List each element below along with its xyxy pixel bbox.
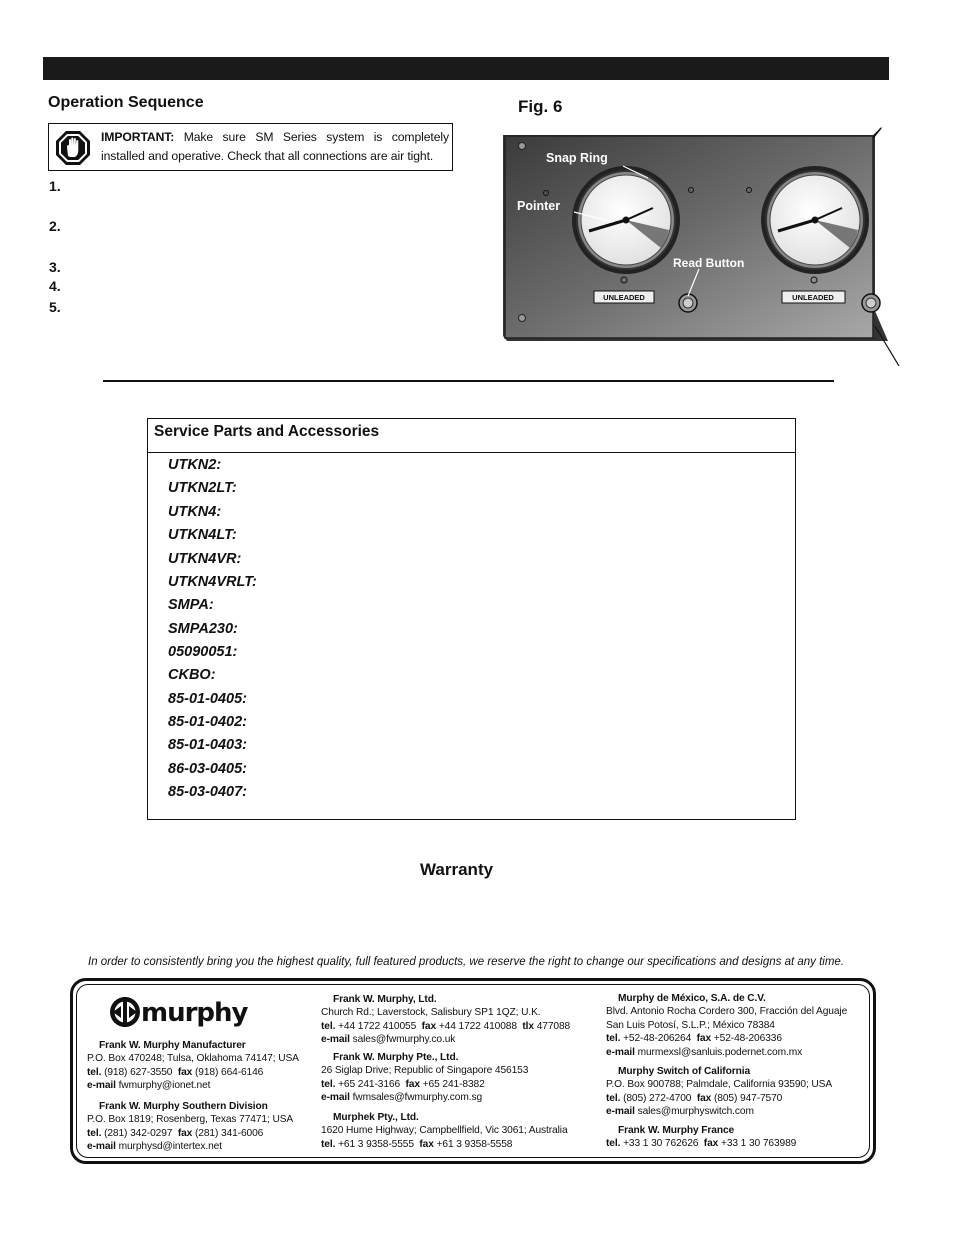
fax: (805) 947-7570 (713, 1092, 783, 1104)
part-number: 85-01-0402: (168, 714, 247, 730)
service-parts-box (147, 418, 796, 820)
phone: (805) 272-4700 (623, 1092, 692, 1104)
part-number: UTKN2LT: (168, 480, 237, 496)
email: fwmurphy@ionet.net (118, 1080, 211, 1092)
murphy-logo (109, 991, 251, 1033)
tel-label: tel. (87, 1127, 102, 1139)
phone: (281) 342-0297 (104, 1127, 173, 1139)
part-number: 05090051: (168, 644, 238, 660)
email: sales@fwmurphy.co.uk (352, 1034, 456, 1046)
tel-label: tel. (321, 1138, 336, 1150)
office-name: Murphy de México, S.A. de C.V. (618, 993, 766, 1004)
email-label: e-mail (87, 1141, 116, 1153)
office-address: 1620 Hume Highway; Campbellfield, Vic 3061; Australia (321, 1125, 568, 1137)
service-parts-title: Service Parts and Accessories (154, 423, 380, 440)
tel-label: tel. (606, 1033, 621, 1045)
fax: +65 241-8382 (422, 1078, 485, 1090)
fax-label: fax (421, 1020, 437, 1032)
email: sales@murphyswitch.com (637, 1106, 754, 1118)
gauge-label: UNLEADED (792, 293, 834, 302)
phone: +52-48-206264 (623, 1033, 692, 1045)
phone: +65 241-3166 (338, 1078, 401, 1090)
warranty-heading: Warranty (420, 860, 494, 879)
fax: (281) 341-6006 (194, 1127, 264, 1139)
important-notice (48, 123, 453, 171)
fax-label: fax (696, 1033, 712, 1045)
stop-hand-icon (55, 130, 91, 166)
step-number: 1. (49, 178, 61, 194)
address-block (321, 1111, 568, 1151)
part-number: UTKN4: (168, 504, 222, 520)
important-text (101, 128, 449, 166)
callout-pointer: Pointer (517, 199, 561, 213)
address-block (606, 1124, 796, 1151)
section-divider (103, 380, 834, 382)
address-block (606, 992, 847, 1059)
part-number: UTKN4LT: (168, 527, 237, 543)
fax-label: fax (419, 1138, 434, 1150)
office-name: Murphy Switch of California (618, 1066, 751, 1077)
step-number: 3. (49, 259, 61, 275)
tel-label: tel. (87, 1066, 102, 1078)
important-body: Make sure SM Series system is completely installed and operative. Check that all connections are air tight. (101, 130, 449, 163)
phone: +33 1 30 762626 (623, 1138, 699, 1150)
email-label: e-mail (606, 1046, 635, 1058)
phone: +44 1722 410055 (338, 1020, 417, 1032)
footer-contacts (70, 978, 876, 1164)
step-number: 2. (49, 218, 61, 234)
email-label: e-mail (87, 1080, 116, 1092)
fax-label: fax (177, 1127, 193, 1139)
email: murphysd@intertex.net (118, 1141, 222, 1153)
fax: +33 1 30 763989 (720, 1138, 797, 1150)
office-address: P.O. Box 470248; Tulsa, Oklahoma 74147; USA (87, 1053, 299, 1065)
part-number: SMPA230: (168, 621, 238, 637)
fax: +44 1722 410088 (438, 1020, 517, 1032)
email: murmexsl@sanluis.podernet.com.mx (637, 1046, 803, 1058)
figure-label: Fig. 6 (518, 97, 563, 116)
disclaimer-text: In order to consistently bring you the highest quality, full featured products, we reserve the right to change our specifications and designs at any time. (88, 956, 845, 968)
fax: +61 3 9358-5558 (436, 1138, 513, 1150)
callout-read-button: Read Button (673, 256, 745, 270)
office-name: Frank W. Murphy Manufacturer (99, 1040, 246, 1051)
part-number: CKBO: (168, 667, 216, 683)
phone: (918) 627-3550 (104, 1066, 173, 1078)
office-address: San Luis Potosí, S.L.P.; México 78384 (606, 1019, 775, 1031)
email-label: e-mail (321, 1092, 350, 1104)
fax-label: fax (405, 1078, 420, 1090)
part-number: UTKN4VR: (168, 551, 242, 567)
fax-label: fax (703, 1138, 719, 1150)
step-number: 5. (49, 299, 61, 315)
address-block (321, 993, 570, 1047)
office-address: Blvd. Antonio Rocha Cordero 300, Fracción del Aguaje (606, 1006, 848, 1018)
tel-label: tel. (606, 1092, 621, 1104)
office-name: Frank W. Murphy Southern Division (99, 1101, 268, 1112)
address-block (87, 1039, 299, 1093)
callout-snap-ring: Snap Ring (546, 151, 608, 165)
tel-label: tel. (321, 1078, 336, 1090)
address-block (321, 1051, 528, 1105)
gauge-panel-illustration (503, 126, 903, 366)
address-block (87, 1100, 293, 1154)
office-address: P.O. Box 1819; Rosenberg, Texas 77471; USA (87, 1114, 294, 1126)
fax-label: fax (177, 1066, 193, 1078)
office-name: Murphek Pty., Ltd. (333, 1112, 419, 1123)
tel-label: tel. (321, 1020, 336, 1032)
part-number: UTKN4VRLT: (168, 574, 257, 590)
fax: +52-48-206336 (713, 1033, 782, 1045)
office-name: Frank W. Murphy Pte., Ltd. (333, 1052, 459, 1063)
logo-wordmark: murphy (141, 998, 248, 1028)
important-label: IMPORTANT: (101, 130, 175, 144)
fax-label: fax (696, 1092, 712, 1104)
office-name: Frank W. Murphy France (618, 1125, 735, 1136)
step-number: 4. (49, 278, 61, 294)
tlx-label: tlx (522, 1020, 534, 1032)
part-number: 85-01-0403: (168, 737, 247, 753)
office-name: Frank W. Murphy, Ltd. (333, 994, 437, 1005)
gauge-label: UNLEADED (603, 293, 645, 302)
office-address: P.O. Box 900788; Palmdale, California 93590; USA (606, 1079, 833, 1091)
part-number: UTKN2: (168, 457, 222, 473)
email-label: e-mail (321, 1034, 350, 1046)
office-address: 26 Siglap Drive; Republic of Singapore 456153 (321, 1065, 529, 1077)
telex: 477088 (536, 1020, 571, 1032)
section-heading-operation: Operation Sequence (48, 94, 204, 111)
tel-label: tel. (606, 1138, 621, 1150)
email: fwmsales@fwmurphy.com.sg (352, 1092, 483, 1104)
phone: +61 3 9358-5555 (338, 1138, 414, 1150)
part-number: 86-03-0405: (168, 761, 247, 777)
address-block (606, 1065, 832, 1119)
email-label: e-mail (606, 1106, 635, 1118)
title-rule (148, 452, 795, 453)
fax: (918) 664-6146 (194, 1066, 264, 1078)
part-number: SMPA: (168, 597, 214, 613)
header-bar (43, 57, 889, 80)
office-address: Church Rd.; Laverstock, Salisbury SP1 1QZ; U.K. (321, 1007, 541, 1019)
part-number: 85-03-0407: (168, 784, 247, 800)
part-number: 85-01-0405: (168, 691, 247, 707)
